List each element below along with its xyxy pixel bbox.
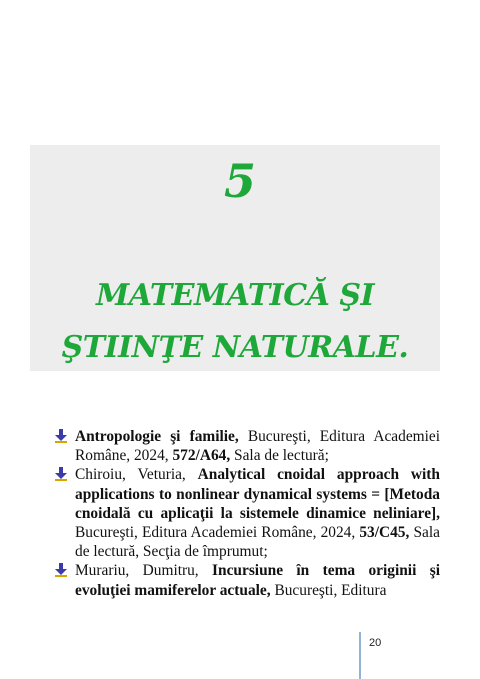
entry-details: Bucureşti, Editura (270, 581, 387, 599)
entry-details: Bucureşti, Editura Academiei Române, 2024, (75, 524, 360, 542)
chapter-number: 5 (223, 154, 256, 208)
bibliography-entry (55, 465, 440, 561)
down-arrow-bullet-icon (55, 429, 67, 443)
entry-location: Sala de lectură; (230, 447, 329, 465)
entry-call-number: 572/A64, (172, 447, 231, 465)
entry-details: Bucureşti, Editura Academiei Române, 2024, (75, 428, 440, 465)
page-number-rule (359, 632, 361, 679)
down-arrow-bullet-icon (55, 467, 67, 481)
page-number: 20 (369, 637, 382, 649)
chapter-title (30, 270, 440, 374)
entry-call-number: 53/C45, (359, 524, 410, 542)
entry-title: Antropologie şi familie, (75, 428, 239, 445)
entry-title: Incursiune în tema originii şi evoluţiei mamiferelor actuale, (75, 562, 440, 599)
entry-title: Analytical cnoidal approach with applications to nonlinear dynamical systems = [Metoda cnoidală cu aplicaţii la sistemele dinamice neliniare], (75, 466, 440, 522)
down-arrow-bullet-icon (55, 563, 67, 577)
chapter-title-line-2: ŞTIINŢE NATURALE. (61, 330, 409, 365)
entry-location: Sala de lectură, Secţia de împrumut; (75, 524, 440, 561)
entry-author: Murariu, Dumitru, (75, 562, 213, 580)
bibliography-entry (55, 561, 440, 599)
bibliography-list (55, 427, 440, 600)
entry-author: Chiroiu, Veturia, (75, 466, 198, 484)
chapter-title-line-1: MATEMATICĂ ŞI (95, 278, 375, 313)
bibliography-entry (55, 427, 440, 465)
